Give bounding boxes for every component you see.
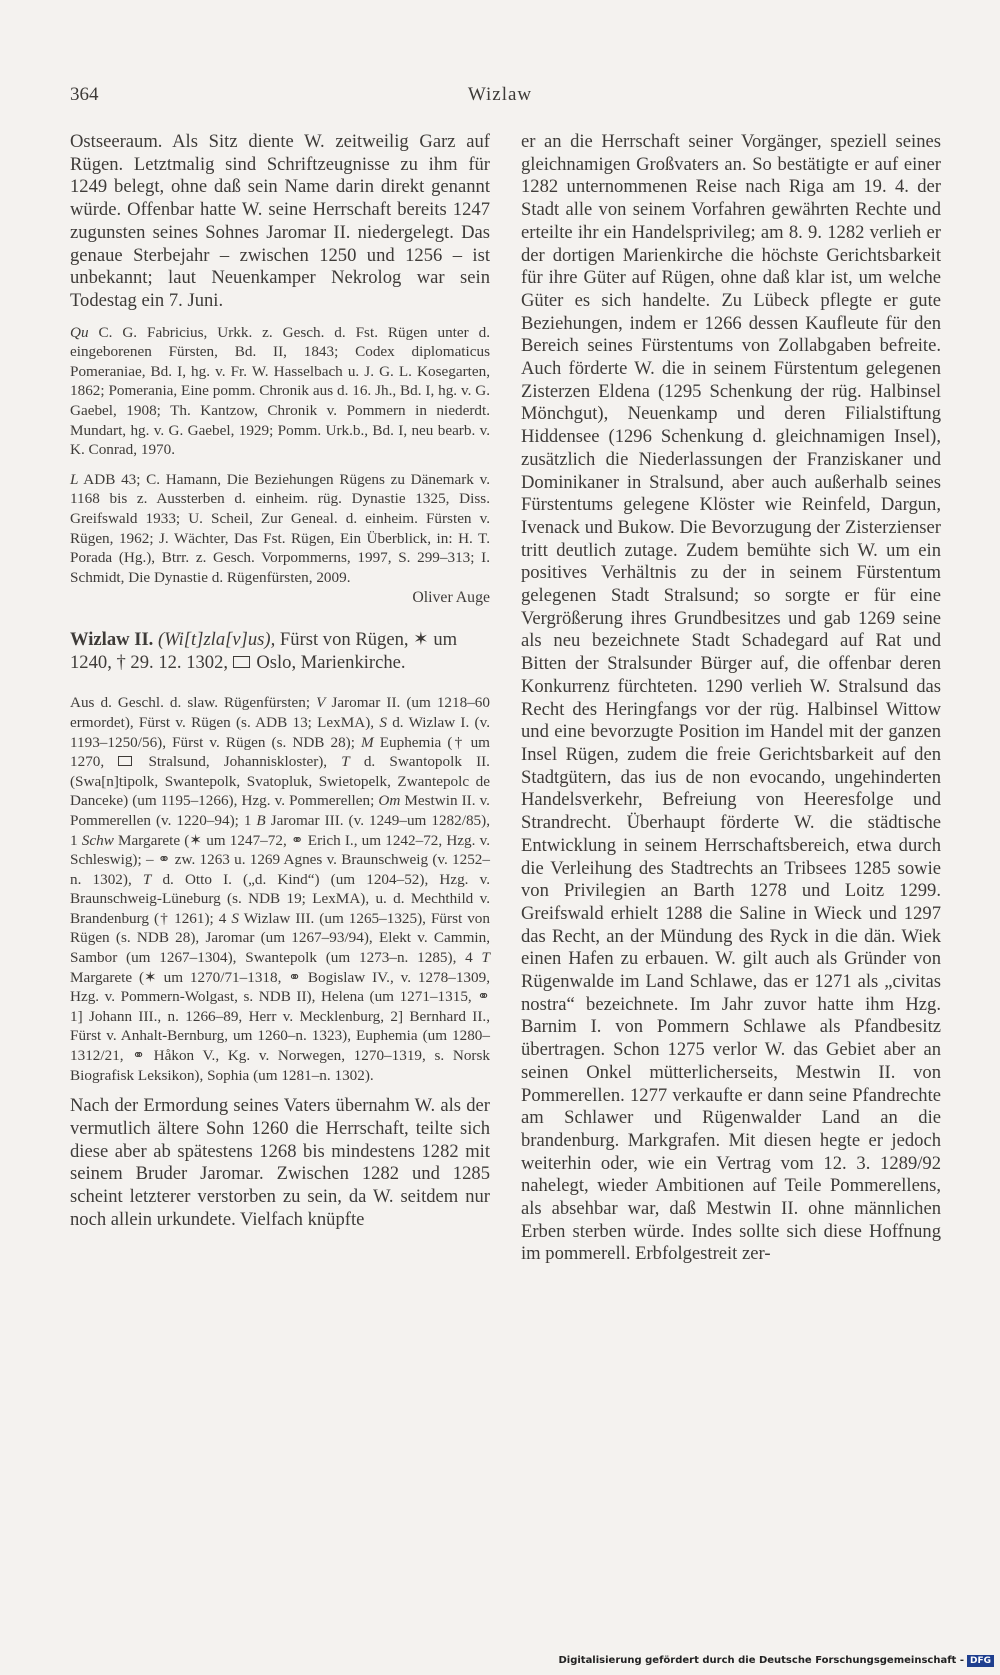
genealogy-abbr-t: T — [142, 870, 152, 888]
grave-icon — [233, 656, 250, 668]
genealogy-paragraph — [70, 693, 490, 1085]
entry-heading — [70, 629, 490, 674]
sources-text: C. G. Fabricius, Urkk. z. Gesch. d. Fst. Rügen unter d. eingeborenen Fürsten, Bd. II, 1843; Codex diplomaticus Pomeraniae, Bd. I, hg. v. Fr. W. Hasselbach u. J. G. L. Kosegarten, 1862; Pomerania, Eine pomm. Chronik aus d. 16. Jh., Bd. I, hg. v. G. Gaebel, 1908; Th. Kantzow, Chronik v. Pommern in niederdt. Mundart, hg. v. G. Gaebel, 1929; Pomm. Urk.b., Bd. I, neu bearb. v. K. Conrad, 1970. — [70, 323, 490, 459]
page-number: 364 — [70, 84, 99, 105]
entry-title-b: Oslo, Marienkirche. — [251, 652, 406, 674]
grave-icon — [118, 756, 132, 766]
page-footer — [558, 1655, 994, 1667]
digitization-credit: Digitalisierung gefördert durch die Deutsche Forschungsgemeinschaft - — [558, 1655, 964, 1666]
entry-name: Wizlaw II. — [70, 629, 154, 651]
genealogy-text: Jaromar III. (v. 1249–um 1282/85), 1 — [70, 811, 490, 849]
genealogy-abbr-b: B — [256, 811, 266, 829]
genealogy-abbr-s: S — [231, 909, 239, 927]
genealogy-abbr-om: Om — [378, 792, 401, 810]
entry-title-a: Fürst von Rügen, ✶ um 1240, † 29. 12. 1302, — [70, 629, 458, 674]
literature-label: L — [70, 470, 79, 488]
running-head: Wizlaw — [467, 84, 533, 105]
entry-variant: (Wi[t]zla[v]us), — [153, 629, 276, 651]
author-signature: Oliver Auge — [412, 589, 490, 607]
genealogy-abbr-t: T — [481, 949, 490, 967]
right-column — [521, 131, 941, 1266]
dfg-logo: DFG — [967, 1655, 994, 1667]
intro-paragraph: Ostseeraum. Als Sitz diente W. zeitweilig Garz auf Rügen. Letztmalig sind Schriftzeugnisse zu ihm für 1249 belegt, ohne daß sein Name darin direkt genannt würde. Offenbar hatte W. seine Herrschaft bereits 1247 zugunsten seines Sohnes Jaromar II. niedergelegt. Das genaue Sterbejahr – zwischen 1250 und 1256 – ist unbekannt; laut Neuenkamper Nekrolog war sein Todestag ein 7. Juni. — [70, 131, 490, 311]
genealogy-text: Margarete (✶ um 1247–72, ⚭ Erich I., um 1242–72, Hzg. v. Schleswig); – ⚭ zw. 1263 u. 1269 Agnes v. Braunschweig (v. 1252–n. 1302), — [70, 831, 490, 888]
genealogy-text: Wizlaw III. (um 1265–1325), Fürst von Rügen (s. NDB 28), Jaromar (um 1267–93/94), Elekt v. Cammin, Sambor (um 1267–1304), Swantepolk (um 1273–n. 1285), 4 — [70, 909, 490, 967]
genealogy-abbr-schw: Schw — [81, 831, 114, 849]
genealogy-text: Jaromar II. (um 1218–60 ermordet), Fürst v. Rügen (s. ADB 13; LexMA), — [70, 694, 490, 731]
genealogy-text: Aus d. Geschl. d. slaw. Rügenfürsten; — [70, 694, 317, 712]
left-column — [70, 131, 490, 1231]
genealogy-text: Margarete (✶ um 1270/71–1318, ⚭ Bogislaw IV., v. 1278–1309, Hzg. v. Pommern-Wolgast, s. NDB II), Helena (um 1271–1315, ⚭ 1] Johann III., n. 1266–89, Herr v. Mecklenburg, 2] Bernhard II., Fürst v. Anhalt-Bernburg, um 1260–n. 1323), Euphemia (um 1280–1312/21, ⚭ Håkon V., Kg. v. Norwegen, 1270–1319, s. Norsk Biografisk Leksikon), Sophia (um 1281–n. 1302). — [70, 968, 490, 1084]
genealogy-text: Stralsund, Johanniskloster), — [134, 753, 342, 771]
genealogy-abbr-v: V — [316, 694, 326, 712]
genealogy-abbr-s: S — [379, 713, 387, 731]
genealogy-text: Mestwin II. v. Pommerellen (v. 1220–94); 1 — [70, 792, 490, 829]
genealogy-text: Euphemia († um 1270, — [70, 733, 490, 771]
genealogy-text: d. Swantopolk II. (Swa[n]tipolk, Swantepolk, Svatopluk, Swietopelk, Zwantepolc de Danceke) (um 1195–1266), Hzg. v. Pommerellen; — [70, 753, 490, 810]
literature-text: ADB 43; C. Hamann, Die Beziehungen Rügens zu Dänemark v. 1168 bis z. Aussterben d. einheim. rüg. Dynastie 1325, Diss. Greifswald 1933; U. Scheil, Zur Geneal. d. einheim. Fürsten v. Rügen, 1962; J. Wächter, Das Fst. Rügen, Ein Überblick, in: H. T. Porada (Hg.), Btrr. z. Gesch. Vorpommerns, 1997, S. 299–313; I. Schmidt, Die Dynastie d. Rügenfürsten, 2009. — [70, 470, 490, 586]
genealogy-abbr-m: M — [361, 733, 374, 751]
sources-paragraph — [70, 323, 490, 460]
literature-paragraph — [70, 470, 490, 588]
body-paragraph-left: Nach der Ermordung seines Vaters übernahm W. als der vermutlich ältere Sohn 1260 die Herrschaft, teilte sich diese aber ab spätestens 1268 bis mindestens 1282 mit seinem Bruder Jaromar. Zwischen 1282 und 1285 scheint letzterer verstorben zu sein, da W. seitdem nur noch allein urkundete. Vielfach knüpfte — [70, 1095, 490, 1230]
body-paragraph-right: er an die Herrschaft seiner Vorgänger, speziell seines gleichnamigen Großvaters an. So bestätigte er auf einer 1282 unternommenen Reise nach Riga am 19. 4. der Stadt alle von seinem Vorfahren gewährten Rechte und erteilte ihr ein Handelsprivileg; am 8. 9. 1282 verlieh er der dortigen Marienkirche die höchste Gerichtsbarkeit für ihre Güter auf Rügen, ohne daß klar ist, um welche Güter es sich handelte. Zu Lübeck pflegte er gute Beziehungen, indem er 1266 dessen Kaufleute für den Bereich seines Fürstentums von Zollabgaben befreite. Auch förderte W. die in seinem Fürstentum gelegenen Zisterzen Eldena (1295 Schenkung der rüg. Halbinsel Mönchgut), Neuenkamp und deren Filialstiftung Hiddensee (1296 Schenkung d. gleichnamigen Insel), zusätzlich die Niederlassungen der Franziskaner und Dominikaner in Stralsund, aber auch außerhalb seines Fürstentums gelegene Klöster wie Reinfeld, Dargun, Ivenack und Bukow. Die Bevorzugung der Zisterzienser tritt deutlich zutage. Zudem bemühte sich W. um ein positives Verhältnis zu der in seinem Fürstentum gelegenen Stadt Stralsund; so sorgte er für eine Vergrößerung ihres Grundbesitzes und gab 1269 seine als neu bezeichnete Stadt Schadegard auf Rat und Bitten der Stralsunder Bürger auf, die offenbar deren Konkurrenz fürchteten. 1290 verlieh W. Stralsund das Recht des Heringfangs vor der rüg. Halbinsel Wittow und eine bevorzugte Position im Handel mit der ganzen Insel Rügen, zudem die freie Gerichtsbarkeit auf den Stadtgütern, das ius de non evocando, ungehinderten Handelsverkehr, Befreiung von Heeresfolge und Strandrecht. Überhaupt förderte W. die städtische Entwicklung in seinem Herrschaftsbereich, etwa durch die Verleihung des Stadtrechts an Tribsees 1285 sowie von Privilegien an Barth 1278 und Loitz 1299. Greifswald erhielt 1288 die Saline in Wieck und 1297 das Recht, an der Mündung des Ryck in die dän. Wiek einen Hafen zu erbauen. W. gilt auch als Gründer von Rügenwalde im Land Schlawe, das er 1271 als „civitas nostra“ bezeichnete. Im Jahr zuvor hatte ihm Hzg. Barnim I. von Pommern Schlawe als Pfandbesitz übertragen. Schon 1275 verlor W. das Gebiet aber an seinen Onkel mütterlicherseits, Mestwin II. von Pommerellen. 1277 verkaufte er dann seine Pfandrechte am Schlawer und Rügenwalder Land an die brandenburg. Markgrafen. Mit diesen hegte er jedoch weiterhin oder, wie ein Vertrag vom 12. 3. 1289/92 nahelegt, wieder Ambitionen auf Teile Pommerellens, als absehbar war, daß Mestwin II. ohne männlichen Erben sterben würde. Indes sollte sich diese Hoffnung im pommerell. Erbfolgestreit zer- — [521, 131, 941, 1265]
page-header — [0, 84, 1000, 114]
genealogy-abbr-t: T — [341, 753, 350, 771]
genealogy-text: d. Otto I. („d. Kind“) (um 1204–52), Hzg. v. Braunschweig-Lüneburg (s. NDB 19; LexMA), u. d. Mechthild v. Brandenburg († 1261); 4 — [70, 870, 491, 927]
sources-label: Qu — [70, 323, 89, 341]
genealogy-text: d. Wizlaw I. (v. 1193–1250/56), Fürst v. Rügen (s. NDB 28); — [70, 713, 491, 751]
